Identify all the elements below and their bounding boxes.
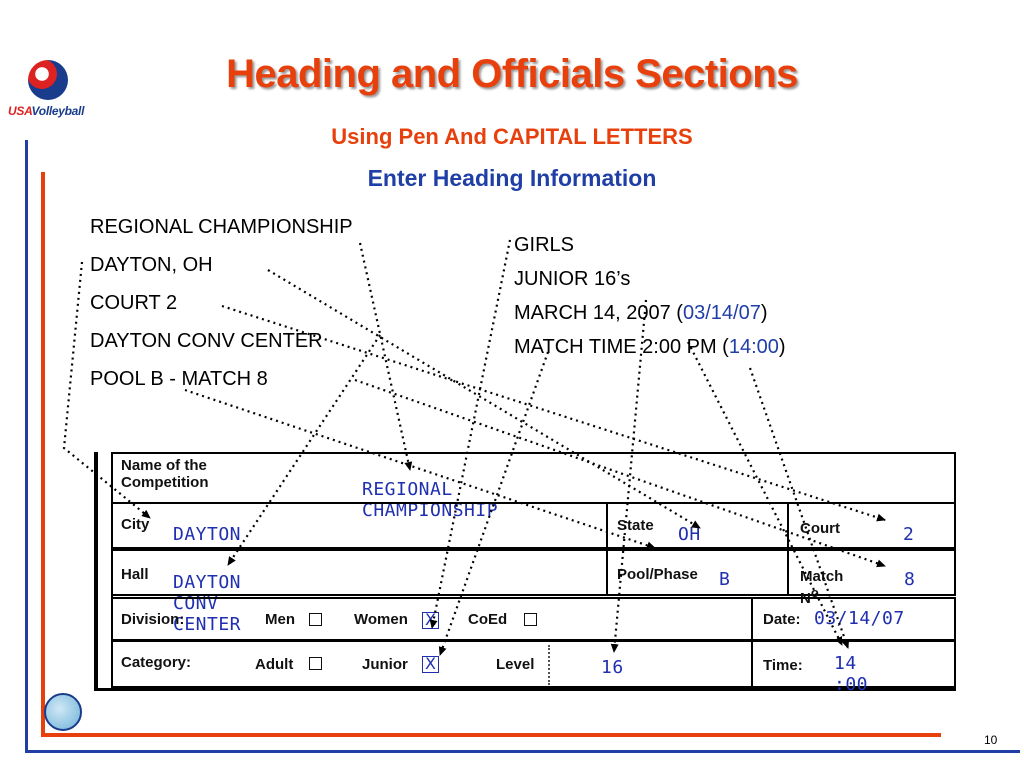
value-time-minutes: 00 bbox=[845, 674, 869, 695]
arrow-match bbox=[355, 380, 885, 566]
arrow-city bbox=[64, 262, 150, 518]
arrow-pool bbox=[185, 390, 655, 548]
info-court: COURT 2 bbox=[90, 292, 178, 314]
page-title: Heading and Officials Sections bbox=[226, 52, 798, 96]
label-state: State bbox=[617, 517, 654, 534]
info-date-prefix: MARCH 14, 2007 ( bbox=[514, 302, 683, 324]
label-adult: Adult bbox=[255, 656, 294, 673]
value-competition: REGIONAL CHAMPIONSHIP bbox=[362, 479, 499, 521]
info-age-group: JUNIOR 16’s bbox=[514, 268, 631, 290]
arrow-women bbox=[432, 240, 510, 628]
label-time: Time: bbox=[763, 657, 803, 674]
label-division: Division: bbox=[121, 611, 185, 628]
label-competition: Name of the Competition bbox=[121, 457, 209, 491]
info-date-value: 03/14/07 bbox=[682, 302, 761, 324]
info-competition: REGIONAL CHAMPIONSHIP bbox=[90, 216, 353, 238]
label-court: Court bbox=[800, 520, 840, 537]
value-level: 16 bbox=[601, 657, 624, 678]
value-hall: DAYTON CONV CENTER bbox=[173, 572, 242, 635]
arrow-junior bbox=[440, 352, 548, 655]
arrow-state bbox=[268, 270, 700, 528]
info-time-prefix: MATCH TIME 2:00 PM ( bbox=[514, 336, 729, 358]
volleyball-icon bbox=[44, 693, 82, 731]
label-city: City bbox=[121, 516, 150, 533]
value-time-separator: : bbox=[834, 674, 846, 695]
logo-usa: USA bbox=[8, 104, 32, 118]
info-time-suffix: ) bbox=[778, 336, 786, 358]
arrow-date bbox=[688, 342, 842, 645]
label-junior: Junior bbox=[362, 656, 408, 673]
checkbox-women[interactable]: X bbox=[422, 612, 439, 629]
label-date: Date: bbox=[763, 611, 801, 628]
value-city: DAYTON bbox=[173, 524, 242, 545]
arrow-court bbox=[222, 306, 885, 520]
info-hall: DAYTON CONV CENTER bbox=[90, 330, 323, 352]
label-coed: CoEd bbox=[468, 611, 508, 628]
label-match-text: Match N bbox=[800, 568, 844, 607]
value-court: 2 bbox=[903, 524, 915, 545]
label-women: Women bbox=[354, 611, 408, 628]
value-date: 03/14/07 bbox=[814, 608, 905, 629]
info-city-state: DAYTON, OH bbox=[90, 254, 213, 276]
info-date-suffix: ) bbox=[760, 302, 768, 324]
subtitle-heading: Enter Heading Information bbox=[367, 165, 657, 191]
value-time-hours: 14 bbox=[834, 653, 857, 674]
info-gender: GIRLS bbox=[514, 234, 575, 256]
label-match-sup: o bbox=[810, 585, 819, 600]
info-time-value: 14:00 bbox=[728, 336, 779, 358]
subtitle-pen: Using Pen And CAPITAL LETTERS bbox=[331, 124, 693, 149]
label-category: Category: bbox=[121, 654, 192, 671]
arrow-hall bbox=[228, 335, 380, 565]
arrow-level bbox=[614, 300, 646, 652]
label-level: Level bbox=[496, 656, 535, 673]
checkbox-junior[interactable]: X bbox=[422, 656, 439, 673]
arrow-time bbox=[750, 368, 848, 648]
info-pool-match: POOL B - MATCH 8 bbox=[90, 368, 268, 390]
label-men: Men bbox=[265, 611, 295, 628]
arrow-competition bbox=[360, 243, 410, 470]
logo-volleyball: Volleyball bbox=[31, 104, 85, 118]
value-state: OH bbox=[678, 524, 701, 545]
label-hall: Hall bbox=[121, 566, 149, 583]
label-pool: Pool/Phase bbox=[617, 566, 698, 583]
value-match: 8 bbox=[904, 569, 916, 590]
value-pool: B bbox=[719, 569, 731, 590]
page-number: 10 bbox=[984, 733, 998, 747]
